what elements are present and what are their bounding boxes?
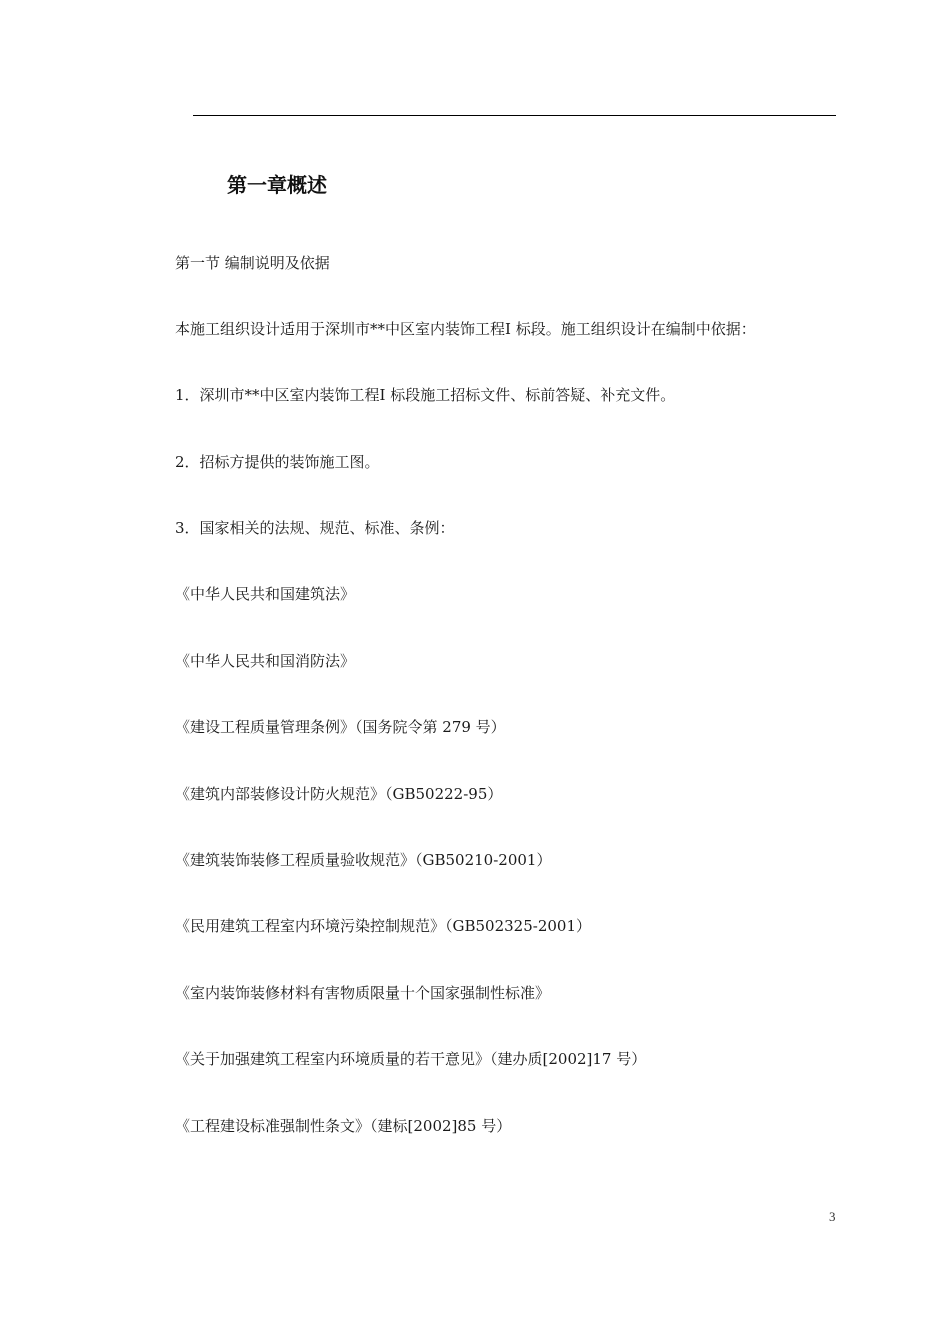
- reference-item: 《关于加强建筑工程室内环境质量的若干意见》（建办质[2002]17 号）: [175, 1050, 647, 1068]
- reference-item: 《中华人民共和国建筑法》: [175, 585, 356, 603]
- intro-paragraph: 本施工组织设计适用于深圳市**中区室内装饰工程Ⅰ 标段。施工组织设计在编制中依据：: [175, 320, 756, 338]
- basis-item-2: 2．招标方提供的装饰施工图。: [175, 453, 380, 471]
- reference-item: 《民用建筑工程室内环境污染控制规范》（GB502325-2001）: [175, 917, 592, 935]
- reference-item: 《建筑内部装修设计防火规范》（GB50222-95）: [175, 785, 503, 803]
- reference-item: 《建设工程质量管理条例》（国务院令第 279 号）: [175, 718, 506, 736]
- chapter-title: 第一章概述: [227, 173, 327, 197]
- header-rule: [193, 115, 836, 116]
- basis-item-3: 3．国家相关的法规、规范、标准、条例：: [175, 519, 455, 537]
- page-number: 3: [829, 1209, 836, 1224]
- reference-item: 《中华人民共和国消防法》: [175, 652, 356, 670]
- reference-item: 《工程建设标准强制性条文》（建标[2002]85 号）: [175, 1117, 512, 1135]
- section-title: 第一节 编制说明及依据: [175, 254, 330, 272]
- reference-item: 《建筑装饰装修工程质量验收规范》（GB50210-2001）: [175, 851, 552, 869]
- reference-item: 《室内装饰装修材料有害物质限量十个国家强制性标准》: [175, 984, 551, 1002]
- basis-item-1: 1．深圳市**中区室内装饰工程Ⅰ 标段施工招标文件、标前答疑、补充文件。: [175, 386, 676, 404]
